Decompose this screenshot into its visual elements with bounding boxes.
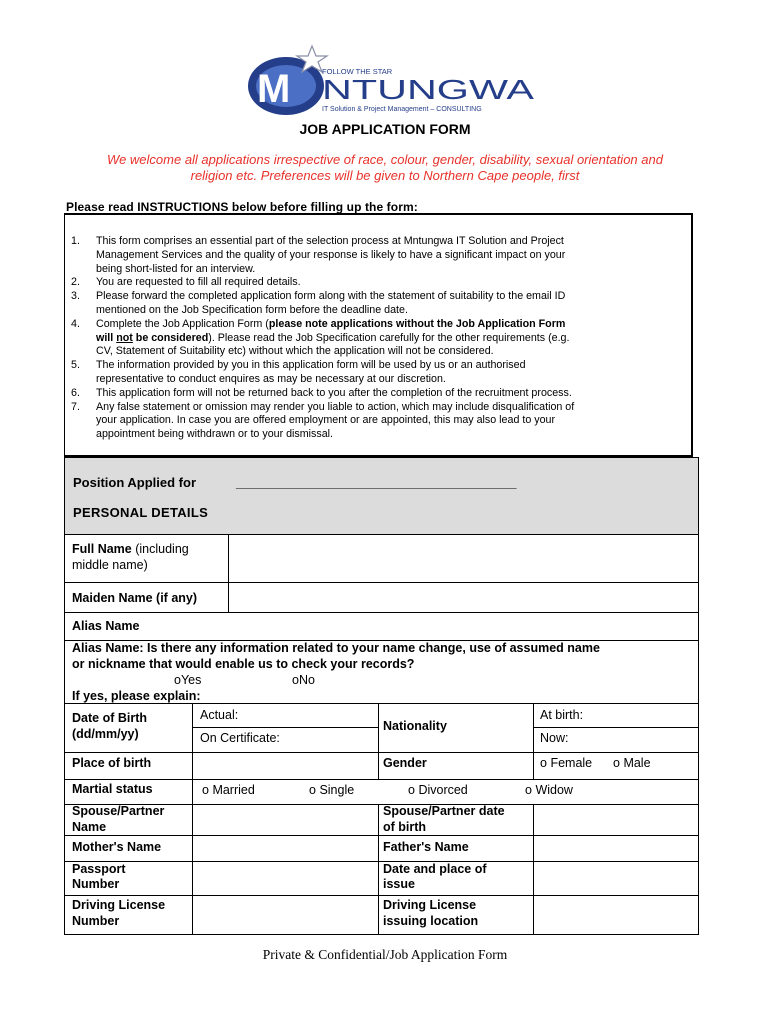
- spouse-name-label-2: Name: [72, 820, 107, 834]
- personal-details-heading: PERSONAL DETAILS: [73, 505, 209, 520]
- instructions-note: Please read INSTRUCTIONS below before filling up the form:: [66, 200, 418, 214]
- alias-explain-label: If yes, please explain:: [72, 689, 201, 703]
- nationality-now-field[interactable]: Now:: [540, 731, 569, 745]
- marital-married-option[interactable]: o Married: [202, 783, 255, 797]
- spouse-name-input[interactable]: [194, 806, 376, 834]
- alias-question-line-2: or nickname that would enable us to check your records?: [72, 657, 415, 671]
- full-name-input[interactable]: [230, 537, 696, 581]
- welcome-line-1: We welcome all applications irrespective of race, colour, gender, disability, sexual orientation and: [107, 152, 663, 167]
- radio-icon: o: [174, 673, 181, 687]
- radio-icon: o: [292, 673, 299, 687]
- radio-icon: o: [202, 783, 209, 797]
- instruction-item: 5. The information provided by you in this application form will be used by us or an authorised representative to conduct enquires as may be necessary at our discretion.: [71, 359, 526, 385]
- logo-brand-name: NTUNGWA: [322, 74, 535, 105]
- dob-actual-field[interactable]: Actual:: [200, 708, 239, 722]
- welcome-statement: [60, 152, 710, 184]
- gender-female-option[interactable]: o Female: [540, 756, 593, 770]
- gender-male-option[interactable]: o Male: [613, 756, 651, 770]
- license-location-label-2: issuing location: [383, 914, 479, 928]
- position-applied-field[interactable]: _________________________________________: [236, 475, 517, 490]
- license-input[interactable]: [194, 897, 376, 933]
- fathers-name-input[interactable]: [535, 837, 696, 859]
- personal-details-form: [64, 457, 699, 935]
- license-label: Driving License: [72, 898, 166, 912]
- logo-mark: M: [257, 67, 291, 111]
- welcome-line-2: religion etc. Preferences will be given to Northern Cape people, first: [190, 168, 580, 183]
- instructions-box: [64, 213, 693, 457]
- form-header: [65, 458, 698, 535]
- passport-issue-input[interactable]: [535, 863, 696, 893]
- fathers-name-label: Father's Name: [383, 840, 469, 854]
- dob-format-label: (dd/mm/yy): [72, 727, 139, 741]
- instruction-item: 7. Any false statement or omission may render you liable to action, which may include disqualification of your application. In case you are offered employment or are appointed, this may also lead to your appointment being withdrawn or to your dismissal.: [71, 400, 575, 441]
- instruction-item: 3. Please forward the completed application form along with the statement of suitability to the email ID mentioned on the Job Specification form before the deadline date.: [71, 290, 566, 316]
- license-location-input[interactable]: [535, 897, 696, 933]
- spouse-name-label: Spouse/Partner: [72, 804, 165, 818]
- instruction-item: 6. This application form will not be returned back to you after the completion of the recruitment process.: [71, 386, 572, 399]
- logo-subtitle: IT Solution & Project Management – CONSULTING: [322, 106, 482, 113]
- alias-question-line-1: Alias Name: Is there any information related to your name change, use of assumed name: [72, 641, 600, 655]
- instruction-item: 4. Complete the Job Application Form (please note applications without the Job Application Form will not be considered). Please read the Job Specification carefully for the other requirements (e.g. CV, Statement of Suitability etc) without which the application will not be considered.: [71, 317, 570, 358]
- maiden-name-input[interactable]: [230, 584, 696, 611]
- dob-label: Date of Birth: [72, 711, 147, 725]
- spouse-dob-label: Spouse/Partner date: [383, 804, 505, 818]
- marital-status-label: Martial status: [72, 782, 153, 796]
- radio-icon: o: [525, 783, 532, 797]
- marital-divorced-option[interactable]: o Divorced: [408, 783, 468, 797]
- passport-input[interactable]: [194, 863, 376, 893]
- place-of-birth-label: Place of birth: [72, 756, 152, 770]
- page-title: JOB APPLICATION FORM: [299, 121, 471, 137]
- full-name-note: middle name): [72, 558, 148, 572]
- instructions-list: [71, 235, 685, 442]
- mothers-name-input[interactable]: [194, 837, 376, 859]
- page-footer: Private & Confidential/Job Application Form: [262, 947, 508, 962]
- passport-issue-label-2: issue: [383, 877, 415, 891]
- license-label-2: Number: [72, 914, 120, 928]
- radio-icon: o: [408, 783, 415, 797]
- instruction-item: 2. You are requested to fill all required details.: [71, 276, 301, 289]
- spouse-dob-input[interactable]: [535, 806, 696, 834]
- nationality-at-birth-field[interactable]: At birth:: [540, 708, 584, 722]
- instruction-item: 1. This form comprises an essential part of the selection process at Mntungwa IT Solution and Project Management Services and the quality of your response is likely to have a significant impact on your being short-listed for an interview.: [71, 235, 566, 275]
- marital-single-option[interactable]: o Single: [309, 783, 355, 797]
- alias-name-label: Alias Name: [72, 619, 140, 633]
- place-of-birth-input[interactable]: [194, 754, 376, 777]
- license-location-label: Driving License: [383, 898, 477, 912]
- passport-label: Passport: [72, 862, 126, 876]
- radio-icon: o: [309, 783, 316, 797]
- passport-issue-label: Date and place of: [383, 862, 487, 876]
- mothers-name-label: Mother's Name: [72, 840, 162, 854]
- maiden-name-label: Maiden Name (if any): [72, 591, 198, 605]
- passport-label-2: Number: [72, 877, 120, 891]
- position-applied-label: Position Applied for: [73, 475, 197, 490]
- dob-certificate-field[interactable]: On Certificate:: [200, 731, 280, 745]
- gender-label: Gender: [383, 756, 427, 770]
- alias-no-option[interactable]: oNo: [292, 673, 315, 687]
- spouse-dob-label-2: of birth: [383, 820, 427, 834]
- full-name-label: Full Name (including: [72, 542, 189, 556]
- logo-tagline: FOLLOW THE STAR: [322, 67, 393, 76]
- marital-widow-option[interactable]: o Widow: [525, 783, 573, 797]
- radio-icon: o: [613, 756, 620, 770]
- nationality-label: Nationality: [383, 719, 447, 733]
- radio-icon: o: [540, 756, 547, 770]
- alias-yes-option[interactable]: oYes: [174, 673, 202, 687]
- company-logo: [242, 44, 538, 120]
